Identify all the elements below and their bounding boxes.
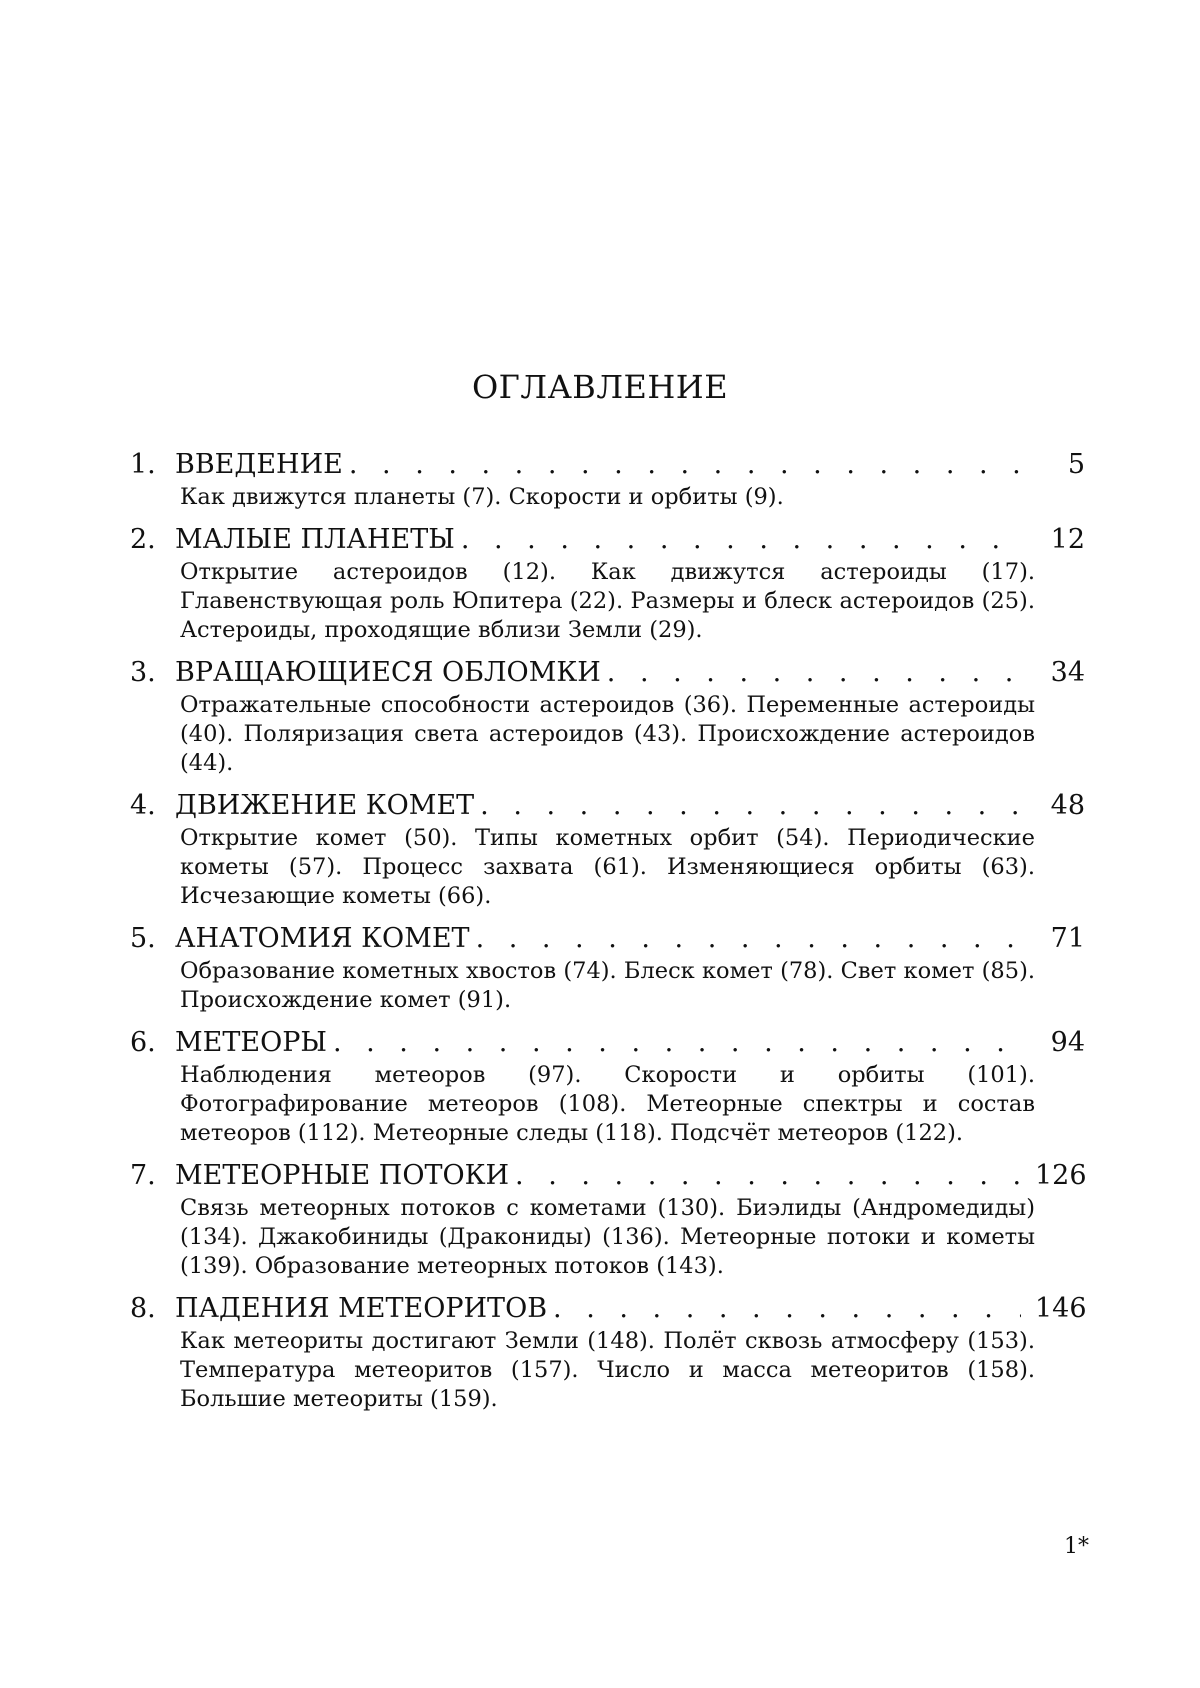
- chapter-number: 3.: [130, 657, 156, 688]
- page-number: 12: [1050, 524, 1085, 555]
- dot-leader: [461, 522, 1021, 558]
- chapter-number: 1.: [130, 449, 156, 480]
- chapter-title: МЕТЕОРЫ: [175, 1027, 327, 1058]
- toc-entry-heading: [130, 1291, 1085, 1327]
- section-list: Наблюдения метеоров (97). Скорости и орбиты (101). Фотографирование метеоров (108). Метеорные спектры и состав метеоров (112). Метеорные следы (118). Подсчёт метеоров (122).: [180, 1062, 1035, 1146]
- toc-entry: [130, 1291, 1085, 1414]
- chapter-number: 8.: [130, 1293, 156, 1324]
- section-list: Образование кометных хвостов (74). Блеск комет (78). Свет комет (85). Происхождение комет (91).: [180, 958, 1035, 1013]
- toc-entry-heading: [130, 788, 1085, 824]
- page-title: ОГЛАВЛЕНИЕ: [471, 368, 729, 406]
- toc-entry: [130, 522, 1085, 645]
- chapter-number: 6.: [130, 1027, 156, 1058]
- toc-entry: [130, 788, 1085, 911]
- dot-leader: [333, 1025, 1021, 1061]
- page-number: 146: [1035, 1293, 1087, 1324]
- chapter-title: МЕТЕОРНЫЕ ПОТОКИ: [175, 1160, 510, 1191]
- page-number: 34: [1050, 657, 1085, 688]
- toc-entry: [130, 1025, 1085, 1148]
- toc-entry-heading: [130, 447, 1085, 483]
- chapter-number: 2.: [130, 524, 156, 555]
- signature-mark: 1*: [1064, 1534, 1089, 1559]
- toc-entry-heading: [130, 522, 1085, 558]
- toc-entry-heading: [130, 655, 1085, 691]
- chapter-title: ПАДЕНИЯ МЕТЕОРИТОВ: [175, 1293, 548, 1324]
- toc-entry-heading: [130, 921, 1085, 957]
- chapter-number: 7.: [130, 1160, 156, 1191]
- dot-leader: [607, 655, 1021, 691]
- toc-entry-heading: [130, 1025, 1085, 1061]
- dot-leader: [349, 447, 1021, 483]
- section-list: Отражательные способности астероидов (36). Переменные астероиды (40). Поляризация света астероидов (43). Происхождение астероидов (44).: [180, 692, 1035, 776]
- page-number: 48: [1050, 790, 1085, 821]
- toc-entry: [130, 655, 1085, 778]
- page-number: 71: [1050, 923, 1085, 954]
- toc-entry: [130, 921, 1085, 1015]
- dot-leader: [553, 1291, 1021, 1327]
- dot-leader: [480, 788, 1021, 824]
- chapter-title: ВРАЩАЮЩИЕСЯ ОБЛОМКИ: [175, 657, 601, 688]
- section-list: Как движутся планеты (7). Скорости и орбиты (9).: [180, 484, 784, 510]
- page-number: 126: [1035, 1160, 1087, 1191]
- table-of-contents: [130, 447, 1085, 1424]
- page-number: 94: [1050, 1027, 1085, 1058]
- toc-entry: [130, 447, 1085, 512]
- dot-leader: [515, 1158, 1021, 1194]
- section-list: Открытие комет (50). Типы кометных орбит (54). Периодические кометы (57). Процесс захвата (61). Изменяющиеся орбиты (63). Исчезающие кометы (66).: [180, 825, 1035, 909]
- chapter-number: 5.: [130, 923, 156, 954]
- chapter-title: ДВИЖЕНИЕ КОМЕТ: [175, 790, 475, 821]
- dot-leader: [476, 921, 1021, 957]
- section-list: Связь метеорных потоков с кометами (130). Биэлиды (Андромедиды) (134). Джакобиниды (Дракониды) (136). Метеорные потоки и кометы (139). Образование метеорных потоков (143).: [180, 1195, 1035, 1279]
- page-number: 5: [1067, 449, 1085, 480]
- chapter-number: 4.: [130, 790, 156, 821]
- chapter-title: ВВЕДЕНИЕ: [175, 449, 343, 480]
- chapter-title: МАЛЫЕ ПЛАНЕТЫ: [175, 524, 455, 555]
- toc-entry-heading: [130, 1158, 1085, 1194]
- chapter-title: АНАТОМИЯ КОМЕТ: [175, 923, 470, 954]
- section-list: Как метеориты достигают Земли (148). Полёт сквозь атмосферу (153). Температура метеоритов (157). Число и масса метеоритов (158). Большие метеориты (159).: [180, 1328, 1035, 1412]
- toc-entry: [130, 1158, 1085, 1281]
- section-list: Открытие астероидов (12). Как движутся астероиды (17). Главенствующая роль Юпитера (22). Размеры и блеск астероидов (25). Астероиды, проходящие вблизи Земли (29).: [180, 559, 1035, 643]
